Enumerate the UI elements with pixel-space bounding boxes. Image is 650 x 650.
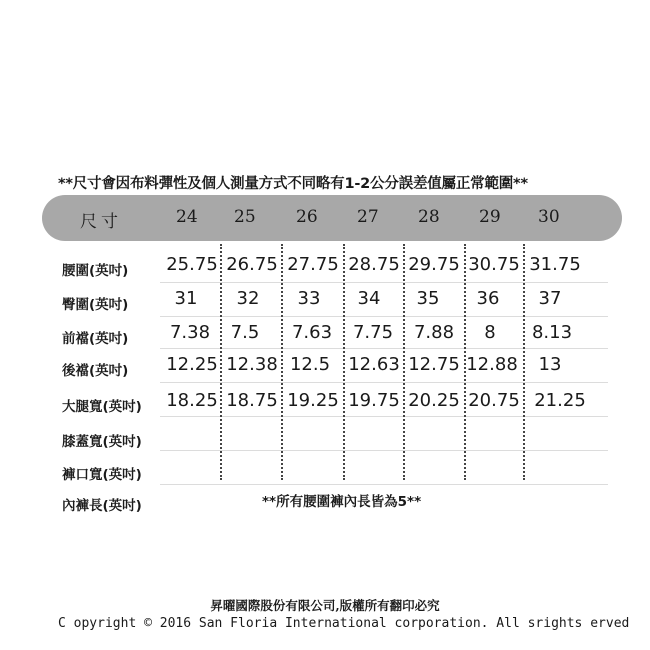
row-divider bbox=[160, 484, 608, 485]
row-divider bbox=[160, 282, 608, 283]
table-cell: 26.75 bbox=[226, 254, 278, 275]
row-label-waist: 腰圍(英吋) bbox=[62, 263, 129, 279]
footer-company-notice: 昇曜國際股份有限公司,版權所有翻印必究 bbox=[210, 598, 440, 613]
disclaimer-note: **尺寸會因布料彈性及個人測量方式不同略有1-2公分誤差值屬正常範圍** bbox=[58, 176, 528, 192]
table-cell: 12.63 bbox=[348, 354, 400, 375]
table-cell: 20.25 bbox=[408, 390, 460, 411]
table-cell: 31.75 bbox=[529, 254, 581, 275]
size-header-label: 尺寸 bbox=[80, 212, 122, 232]
table-cell: 28.75 bbox=[348, 254, 400, 275]
table-cell: 27.75 bbox=[287, 254, 339, 275]
table-cell: 7.75 bbox=[352, 322, 394, 343]
row-divider bbox=[160, 416, 608, 417]
table-cell: 29.75 bbox=[408, 254, 460, 275]
table-cell: 12.88 bbox=[466, 354, 518, 375]
table-cell: 13 bbox=[538, 354, 562, 375]
row-divider bbox=[160, 382, 608, 383]
table-cell: 31 bbox=[174, 288, 198, 309]
table-cell: 33 bbox=[297, 288, 321, 309]
table-cell: 36 bbox=[476, 288, 500, 309]
table-cell: 30.75 bbox=[468, 254, 520, 275]
row-label-hip: 臀圍(英吋) bbox=[62, 297, 129, 313]
row-label-back-rise: 後襠(英吋) bbox=[62, 363, 129, 379]
table-cell: 18.75 bbox=[226, 390, 278, 411]
size-header-28: 28 bbox=[418, 207, 440, 227]
row-label-thigh: 大腿寬(英吋) bbox=[62, 399, 142, 415]
table-cell: 18.25 bbox=[166, 390, 218, 411]
footer-copyright: C opyright © 2016 San Floria International corporation. All srights erved bbox=[58, 616, 630, 631]
row-label-knee: 膝蓋寬(英吋) bbox=[62, 434, 142, 450]
row-divider bbox=[160, 450, 608, 451]
table-cell: 8 bbox=[484, 322, 496, 343]
size-header-26: 26 bbox=[296, 207, 318, 227]
table-cell: 12.38 bbox=[226, 354, 278, 375]
table-cell: 32 bbox=[236, 288, 260, 309]
table-cell: 7.63 bbox=[291, 322, 333, 343]
table-cell: 25.75 bbox=[166, 254, 218, 275]
row-label-front-rise: 前襠(英吋) bbox=[62, 331, 129, 347]
table-cell: 37 bbox=[538, 288, 562, 309]
size-header-27: 27 bbox=[357, 207, 379, 227]
row-divider bbox=[160, 316, 608, 317]
row-label-leg-opening: 褲口寬(英吋) bbox=[62, 467, 142, 483]
row-label-inseam: 內褲長(英吋) bbox=[62, 498, 142, 514]
size-header-30: 30 bbox=[538, 207, 560, 227]
table-cell: 35 bbox=[416, 288, 440, 309]
inseam-note: **所有腰圍褲內長皆為5** bbox=[262, 494, 422, 510]
table-cell: 12.25 bbox=[166, 354, 218, 375]
table-cell: 21.25 bbox=[534, 390, 586, 411]
table-cell: 34 bbox=[357, 288, 381, 309]
table-cell: 19.75 bbox=[348, 390, 400, 411]
size-header-29: 29 bbox=[479, 207, 501, 227]
table-cell: 7.5 bbox=[230, 322, 260, 343]
table-cell: 8.13 bbox=[531, 322, 573, 343]
table-cell: 7.88 bbox=[413, 322, 455, 343]
table-cell: 12.5 bbox=[289, 354, 331, 375]
row-divider bbox=[160, 348, 608, 349]
table-cell: 19.25 bbox=[287, 390, 339, 411]
size-header-25: 25 bbox=[234, 207, 256, 227]
table-cell: 12.75 bbox=[408, 354, 460, 375]
table-cell: 7.38 bbox=[169, 322, 211, 343]
table-cell: 20.75 bbox=[468, 390, 520, 411]
size-header-band bbox=[42, 195, 622, 241]
size-header-24: 24 bbox=[176, 207, 198, 227]
